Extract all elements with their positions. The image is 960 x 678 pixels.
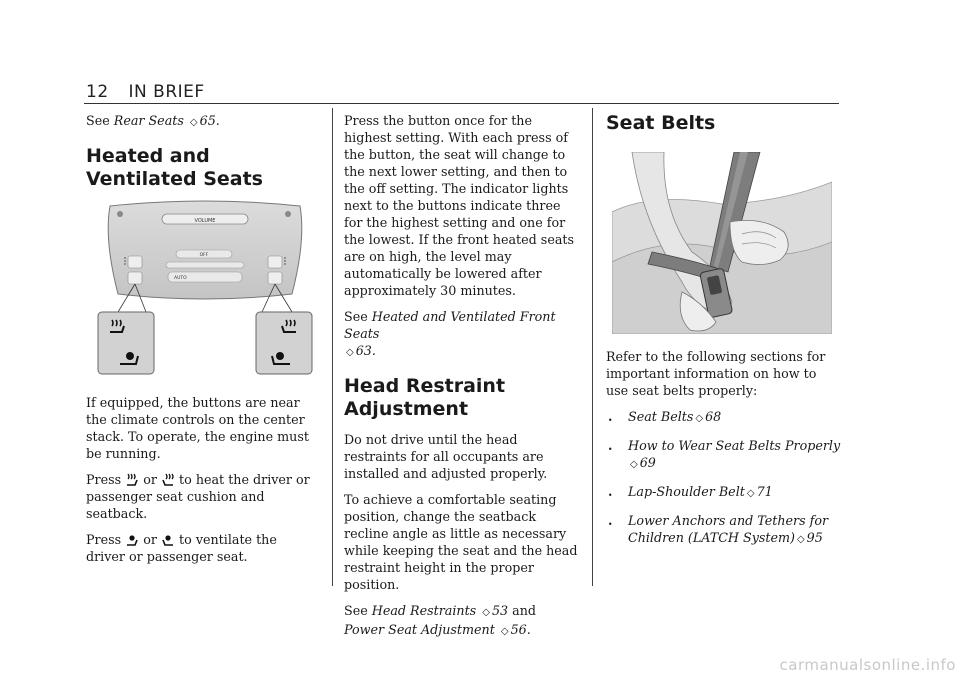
press-label: Press — [86, 472, 122, 487]
link-heated-ventilated-front-seats[interactable]: Heated and Ventilated Front Seats — [344, 309, 556, 341]
page-ref: 63. — [355, 343, 376, 358]
page-number: 12 — [86, 82, 109, 102]
page-header — [86, 82, 205, 102]
see-rear-seats — [86, 112, 318, 131]
list-item: . Seat Belts ◇ 68 — [608, 409, 722, 424]
heated-seat-driver-icon — [125, 473, 139, 487]
page-ref: 69 — [639, 455, 656, 470]
page-ref-arrow-icon: ◇ — [482, 607, 490, 618]
link-head-restraints[interactable]: Head Restraints — [371, 603, 477, 618]
page-ref-arrow-icon: ◇ — [500, 626, 509, 637]
press-label: Press — [86, 532, 122, 547]
page-ref-arrow-icon: ◇ — [796, 534, 805, 545]
column-2 — [344, 112, 580, 649]
link-lap-shoulder-belt[interactable]: Lap-Shoulder Belt — [628, 484, 745, 499]
header-rule — [84, 103, 839, 104]
list-item: . Lap-Shoulder Belt ◇ 71 — [608, 484, 773, 499]
ventilated-seat-driver-icon — [125, 533, 139, 547]
off-label: OFF — [199, 253, 209, 258]
list-item: . Lower Anchors and Tethers for Children (LATCH System) ◇ 95 — [608, 513, 829, 545]
link-how-to-wear-seat-belts[interactable]: How to Wear Seat Belts Properly — [628, 438, 841, 453]
heading-heated-ventilated: Heated and Ventilated Seats — [86, 145, 263, 190]
page-ref-arrow-icon: ◇ — [746, 488, 755, 499]
or-label: or — [143, 532, 157, 547]
page-ref-arrow-icon: ◇ — [346, 347, 354, 358]
head-restraint-warning: Do not drive until the head restraints for all occupants are installed and adjusted properly. — [344, 432, 548, 481]
or-label: or — [143, 472, 157, 487]
heading-seat-belts: Seat Belts — [606, 112, 716, 134]
page-ref: 56. — [510, 622, 531, 637]
link-seat-belts[interactable]: Seat Belts — [628, 409, 694, 424]
link-power-seat-adjustment[interactable]: Power Seat Adjustment — [344, 622, 495, 637]
volume-label: VOLUME — [194, 218, 216, 224]
column-divider-1 — [332, 108, 333, 586]
list-item: . How to Wear Seat Belts Properly ◇ 69 — [608, 438, 841, 470]
seat-belt-illustration — [612, 152, 832, 334]
vent-instruction — [86, 531, 318, 565]
head-restraint-position: To achieve a comfortable seating position, change the seatback recline angle as little as necessary while keeping the seat and the head restraint height in the proper position. — [344, 492, 578, 592]
see-head-restraints — [344, 602, 580, 640]
page-ref-arrow-icon: ◇ — [695, 413, 704, 424]
vent-instruction-text: to ventilate the driver or passenger seat. — [86, 532, 277, 564]
column-3-lower — [606, 348, 842, 558]
watermark: carmanualsonline.info — [779, 656, 956, 674]
link-latch-system[interactable]: Lower Anchors and Tethers for Children (LATCH System) — [628, 513, 829, 545]
ventilated-seat-passenger-icon — [161, 533, 175, 547]
heat-instruction-text: to heat the driver or passenger seat cushion and seatback. — [86, 472, 310, 521]
seat-belts-intro: Refer to the following sections for important information on how to use seat belts properly: — [606, 349, 826, 398]
heading-head-restraint: Head Restraint Adjustment — [344, 375, 506, 420]
see-prefix: See — [344, 603, 368, 618]
settings-paragraph: Press the button once for the highest setting. With each press of the button, the seat will change to the next lower setting, and then to the off setting. The indicator lights next to the buttons indicate three for the highest setting and one for the lowest. If the front heated seats are on high, the level may automatically be lowered after approximately 30 minutes. — [344, 113, 575, 298]
section-title: IN BRIEF — [128, 82, 205, 102]
heat-instruction — [86, 471, 318, 522]
column-3 — [606, 112, 842, 135]
page-ref: 95 — [806, 530, 823, 545]
link-rear-seats[interactable]: Rear Seats — [113, 113, 184, 128]
page-ref-arrow-icon: ◇ — [630, 459, 638, 470]
intro-paragraph: If equipped, the buttons are near the climate controls on the center stack. To operate, the engine must be running. — [86, 395, 309, 461]
climate-control-illustration — [96, 200, 314, 376]
seat-belt-references — [606, 408, 842, 548]
page-ref: 71 — [756, 484, 773, 499]
auto-label: AUTO — [174, 276, 187, 281]
see-prefix: See — [344, 309, 368, 324]
page-ref: 53 — [491, 603, 509, 618]
page-ref: 68 — [705, 409, 722, 424]
column-1-lower — [86, 394, 318, 574]
page-ref-arrow-icon: ◇ — [189, 117, 198, 128]
see-heated-front-seats — [344, 308, 580, 361]
column-1 — [86, 112, 318, 191]
page-ref: 65. — [199, 113, 220, 128]
heated-seat-passenger-icon — [161, 473, 175, 487]
and-label: and — [512, 603, 537, 618]
column-divider-2 — [592, 108, 593, 586]
see-prefix: See — [86, 113, 110, 128]
